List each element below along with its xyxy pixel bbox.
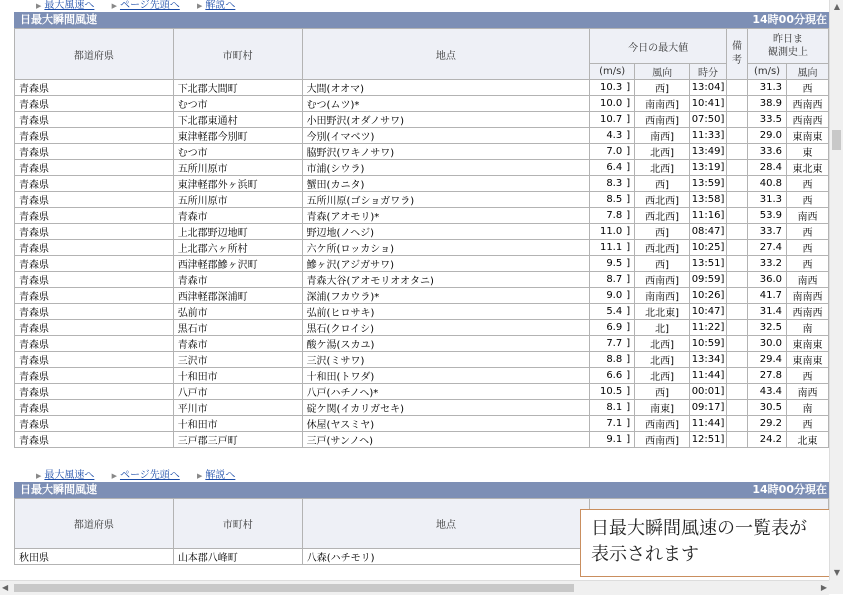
time-status: 14時00分現在 xyxy=(752,13,827,26)
cell-prefecture: 青森県 xyxy=(15,160,174,176)
cell-direction: 南東] xyxy=(635,400,690,416)
cell-direction: 西南西] xyxy=(635,272,690,288)
cell-time: 11:22] xyxy=(690,320,727,336)
cell-prefecture: 青森県 xyxy=(15,192,174,208)
section-title: 日最大瞬間風速 xyxy=(20,13,97,26)
time-status: 14時00分現在 xyxy=(752,483,827,496)
cell-station: 野辺地(ノヘジ) xyxy=(302,224,590,240)
cell-time: 13:58] xyxy=(690,192,727,208)
cell-record-direction: 西 xyxy=(786,192,828,208)
table-row xyxy=(15,336,829,352)
cell-record-speed: 43.4 xyxy=(748,384,787,400)
cell-station: 鰺ヶ沢(アジガサワ) xyxy=(302,256,590,272)
cell-direction: 北] xyxy=(635,320,690,336)
table-row xyxy=(15,304,829,320)
cell-record-speed: 33.6 xyxy=(748,144,787,160)
cell-record-direction: 東北東 xyxy=(786,160,828,176)
cell-direction: 西北西] xyxy=(635,240,690,256)
cell-remarks xyxy=(727,416,748,432)
cell-record-speed: 27.8 xyxy=(748,368,787,384)
cell-station: むつ(ムツ)* xyxy=(302,96,590,112)
cell-time: 13:59] xyxy=(690,176,727,192)
cell-speed: 8.3 ] xyxy=(590,176,635,192)
triangle-right-icon: ▶ xyxy=(111,472,117,480)
cell-remarks xyxy=(727,208,748,224)
header-station: 地点 xyxy=(302,499,590,549)
table-row xyxy=(15,320,829,336)
cell-record-speed: 29.2 xyxy=(748,416,787,432)
cell-time: 08:47] xyxy=(690,224,727,240)
cell-time: 10:25] xyxy=(690,240,727,256)
cell-record-direction: 西 xyxy=(786,224,828,240)
cell-record-speed: 24.2 xyxy=(748,432,787,448)
cell-station: 今別(イマベツ) xyxy=(302,128,590,144)
cell-record-speed: 53.9 xyxy=(748,208,787,224)
cell-speed: 6.4 ] xyxy=(590,160,635,176)
table-row xyxy=(15,256,829,272)
cell-speed: 4.3 ] xyxy=(590,128,635,144)
table-row xyxy=(15,144,829,160)
cell-city: 下北郡大間町 xyxy=(173,80,302,96)
cell-record-direction: 南西 xyxy=(786,208,828,224)
cell-remarks xyxy=(727,288,748,304)
cell-station: 弘前(ヒロサキ) xyxy=(302,304,590,320)
cell-speed: 11.1 ] xyxy=(590,240,635,256)
cell-station: 蟹田(カニタ) xyxy=(302,176,590,192)
cell-record-direction: 東南東 xyxy=(786,128,828,144)
cell-time: 00:01] xyxy=(690,384,727,400)
cell-remarks xyxy=(727,112,748,128)
cell-direction: 北西] xyxy=(635,352,690,368)
cell-remarks xyxy=(727,144,748,160)
table-row xyxy=(15,288,829,304)
cell-time: 09:59] xyxy=(690,272,727,288)
cell-record-speed: 31.4 xyxy=(748,304,787,320)
cell-time: 11:33] xyxy=(690,128,727,144)
cell-speed: 11.0 ] xyxy=(590,224,635,240)
cell-speed: 7.0 ] xyxy=(590,144,635,160)
triangle-right-icon: ▶ xyxy=(36,2,42,10)
cell-record-speed: 29.0 xyxy=(748,128,787,144)
header-city: 市町村 xyxy=(173,29,302,80)
cell-station: 脇野沢(ワキノサワ) xyxy=(302,144,590,160)
scroll-up-icon[interactable]: ▲ xyxy=(833,2,841,11)
cell-city: 東津軽郡外ヶ浜町 xyxy=(173,176,302,192)
cell-city: 西津軽郡深浦町 xyxy=(173,288,302,304)
cell-station: 市浦(シウラ) xyxy=(302,160,590,176)
cell-record-speed: 38.9 xyxy=(748,96,787,112)
cell-remarks xyxy=(727,192,748,208)
cell-station: 休屋(ヤスミヤ) xyxy=(302,416,590,432)
cell-prefecture: 青森県 xyxy=(15,320,174,336)
cell-prefecture: 青森県 xyxy=(15,304,174,320)
cell-time: 10:59] xyxy=(690,336,727,352)
cell-city: 上北郡六ヶ所村 xyxy=(173,240,302,256)
table-row xyxy=(15,432,829,448)
cell-prefecture: 青森県 xyxy=(15,256,174,272)
cell-prefecture: 青森県 xyxy=(15,336,174,352)
triangle-right-icon: ▶ xyxy=(196,2,203,10)
header-prefecture: 都道府県 xyxy=(15,499,174,549)
table-row xyxy=(15,80,829,96)
cell-station: 大間(オオマ) xyxy=(302,80,590,96)
table-row xyxy=(15,416,829,432)
cell-city: 下北郡東通村 xyxy=(173,112,302,128)
cell-record-speed: 41.7 xyxy=(748,288,787,304)
cell-prefecture: 青森県 xyxy=(15,384,174,400)
cell-record-direction: 西南西 xyxy=(786,96,828,112)
cell-station: 三沢(ミサワ) xyxy=(302,352,590,368)
cell-record-speed: 32.5 xyxy=(748,320,787,336)
cell-record-speed: 30.5 xyxy=(748,400,787,416)
cell-city: 十和田市 xyxy=(173,368,302,384)
cell-record-speed: 28.4 xyxy=(748,160,787,176)
cell-city: 弘前市 xyxy=(173,304,302,320)
table-row xyxy=(15,176,829,192)
header-record: 昨日ま 観測史上 xyxy=(748,29,829,64)
cell-speed: 10.7 ] xyxy=(590,112,635,128)
cell-remarks xyxy=(727,320,748,336)
cell-remarks xyxy=(727,400,748,416)
cell-prefecture: 青森県 xyxy=(15,432,174,448)
cell-record-direction: 南西 xyxy=(786,272,828,288)
cell-prefecture: 青森県 xyxy=(15,288,174,304)
cell-city: 青森市 xyxy=(173,208,302,224)
table-row xyxy=(15,240,829,256)
cell-speed: 5.4 ] xyxy=(590,304,635,320)
cell-station: 八戸(ハチノヘ)* xyxy=(302,384,590,400)
cell-record-direction: 西 xyxy=(786,80,828,96)
cell-time: 13:19] xyxy=(690,160,727,176)
table-row xyxy=(15,96,829,112)
triangle-right-icon: ▶ xyxy=(196,472,203,480)
cell-remarks xyxy=(727,352,748,368)
cell-time: 11:16] xyxy=(690,208,727,224)
cell-direction: 南南西] xyxy=(635,288,690,304)
cell-time: 11:44] xyxy=(690,368,727,384)
cell-record-direction: 東南東 xyxy=(786,336,828,352)
table-row xyxy=(15,352,829,368)
table-row xyxy=(15,224,829,240)
header-city: 市町村 xyxy=(173,499,302,549)
cell-direction: 南西] xyxy=(635,128,690,144)
header-direction-record: 風向 xyxy=(786,64,828,80)
header-direction: 風向 xyxy=(635,64,690,80)
cell-city: 三戸郡三戸町 xyxy=(173,432,302,448)
cell-city: 青森市 xyxy=(173,272,302,288)
cell-city: むつ市 xyxy=(173,144,302,160)
cell-record-speed: 31.3 xyxy=(748,80,787,96)
cell-station: 五所川原(ゴショガワラ) xyxy=(302,192,590,208)
cell-record-speed: 40.8 xyxy=(748,176,787,192)
cell-remarks xyxy=(727,96,748,112)
cell-time: 10:26] xyxy=(690,288,727,304)
cell-time: 10:47] xyxy=(690,304,727,320)
cell-city: 山本郡八峰町 xyxy=(173,549,302,565)
cell-speed: 9.1 ] xyxy=(590,432,635,448)
cell-city: むつ市 xyxy=(173,96,302,112)
cell-prefecture: 青森県 xyxy=(15,112,174,128)
cell-remarks xyxy=(727,432,748,448)
cell-city: 三沢市 xyxy=(173,352,302,368)
cell-record-direction: 西 xyxy=(786,416,828,432)
table-row xyxy=(15,192,829,208)
cell-time: 13:51] xyxy=(690,256,727,272)
cell-speed: 8.7 ] xyxy=(590,272,635,288)
cell-direction: 西] xyxy=(635,224,690,240)
cell-remarks xyxy=(727,368,748,384)
cell-record-direction: 南 xyxy=(786,400,828,416)
cell-record-speed: 31.3 xyxy=(748,192,787,208)
cell-prefecture: 青森県 xyxy=(15,416,174,432)
cell-prefecture: 青森県 xyxy=(15,368,174,384)
scroll-down-icon[interactable]: ▼ xyxy=(833,568,841,577)
cell-time: 12:51] xyxy=(690,432,727,448)
section-title-bar xyxy=(14,12,829,28)
cell-record-direction: 北東 xyxy=(786,432,828,448)
cell-city: 五所川原市 xyxy=(173,192,302,208)
cell-record-speed: 33.5 xyxy=(748,112,787,128)
nav-links-bottom xyxy=(0,470,829,482)
cell-prefecture: 青森県 xyxy=(15,96,174,112)
cell-direction: 北北東] xyxy=(635,304,690,320)
cell-station: 碇ケ関(イカリガセキ) xyxy=(302,400,590,416)
cell-direction: 西南西] xyxy=(635,416,690,432)
table-row xyxy=(15,208,829,224)
cell-direction: 北西] xyxy=(635,336,690,352)
scroll-thumb[interactable] xyxy=(832,130,841,150)
cell-city: 十和田市 xyxy=(173,416,302,432)
cell-record-direction: 西南西 xyxy=(786,304,828,320)
cell-station: 八森(ハチモリ) xyxy=(302,549,590,565)
cell-time: 13:49] xyxy=(690,144,727,160)
cell-station: 六ケ所(ロッカショ) xyxy=(302,240,590,256)
cell-direction: 西] xyxy=(635,80,690,96)
cell-record-direction: 西 xyxy=(786,256,828,272)
cell-speed: 8.1 ] xyxy=(590,400,635,416)
cell-remarks xyxy=(727,240,748,256)
cell-prefecture: 青森県 xyxy=(15,240,174,256)
cell-remarks xyxy=(727,272,748,288)
cell-record-direction: 西 xyxy=(786,176,828,192)
cell-city: 東津軽郡今別町 xyxy=(173,128,302,144)
cell-record-direction: 西 xyxy=(786,240,828,256)
cell-record-direction: 東 xyxy=(786,144,828,160)
header-today-max: 今日の最大値 xyxy=(590,29,727,64)
header-prefecture: 都道府県 xyxy=(15,29,174,80)
cell-record-speed: 33.2 xyxy=(748,256,787,272)
cell-speed: 8.8 ] xyxy=(590,352,635,368)
cell-prefecture: 青森県 xyxy=(15,352,174,368)
cell-station: 十和田(トワダ) xyxy=(302,368,590,384)
cell-record-direction: 南西 xyxy=(786,384,828,400)
cell-speed: 7.8 ] xyxy=(590,208,635,224)
cell-speed: 6.6 ] xyxy=(590,368,635,384)
cell-prefecture: 青森県 xyxy=(15,176,174,192)
cell-prefecture: 青森県 xyxy=(15,400,174,416)
link-max-wind[interactable]: 最大風速へ xyxy=(44,0,95,11)
link-page-top[interactable]: ページ先頭へ xyxy=(119,0,180,11)
cell-speed: 9.5 ] xyxy=(590,256,635,272)
link-page-top[interactable]: ページ先頭へ xyxy=(119,470,180,481)
cell-speed: 6.9 ] xyxy=(590,320,635,336)
cell-speed: 7.7 ] xyxy=(590,336,635,352)
cell-remarks xyxy=(727,224,748,240)
link-explain[interactable]: 解説へ xyxy=(205,0,236,11)
cell-prefecture: 秋田県 xyxy=(15,549,174,565)
cell-time: 13:04] xyxy=(690,80,727,96)
table-row xyxy=(15,112,829,128)
cell-record-direction: 南 xyxy=(786,320,828,336)
cell-remarks xyxy=(727,80,748,96)
cell-city: 青森市 xyxy=(173,336,302,352)
cell-station: 青森大谷(アオモリオオタニ) xyxy=(302,272,590,288)
link-max-wind[interactable]: 最大風速へ xyxy=(44,470,95,481)
table-row xyxy=(15,128,829,144)
cell-prefecture: 青森県 xyxy=(15,144,174,160)
cell-prefecture: 青森県 xyxy=(15,128,174,144)
header-remarks: 備考 xyxy=(727,29,748,80)
scroll-thumb-horizontal[interactable] xyxy=(14,584,574,592)
table-row xyxy=(15,384,829,400)
header-unit: (m/s) xyxy=(590,64,635,80)
cell-record-speed: 30.0 xyxy=(748,336,787,352)
callout-note: 日最大瞬間風速の一覧表が表示されます xyxy=(580,509,832,577)
cell-speed: 10.3 ] xyxy=(590,80,635,96)
gust-table xyxy=(14,28,829,448)
cell-city: 黒石市 xyxy=(173,320,302,336)
cell-city: 西津軽郡鰺ヶ沢町 xyxy=(173,256,302,272)
cell-city: 平川市 xyxy=(173,400,302,416)
cell-remarks xyxy=(727,160,748,176)
cell-record-direction: 西南西 xyxy=(786,112,828,128)
triangle-right-icon: ▶ xyxy=(36,472,42,480)
cell-prefecture: 青森県 xyxy=(15,208,174,224)
cell-direction: 西] xyxy=(635,176,690,192)
cell-city: 五所川原市 xyxy=(173,160,302,176)
cell-prefecture: 青森県 xyxy=(15,272,174,288)
cell-direction: 西北西] xyxy=(635,208,690,224)
cell-city: 八戸市 xyxy=(173,384,302,400)
cell-direction: 西南西] xyxy=(635,112,690,128)
cell-time: 10:41] xyxy=(690,96,727,112)
cell-record-speed: 33.7 xyxy=(748,224,787,240)
cell-remarks xyxy=(727,176,748,192)
cell-time: 11:44] xyxy=(690,416,727,432)
cell-record-direction: 南南西 xyxy=(786,288,828,304)
cell-prefecture: 青森県 xyxy=(15,80,174,96)
cell-speed: 10.0 ] xyxy=(590,96,635,112)
cell-remarks xyxy=(727,384,748,400)
cell-station: 黒石(クロイシ) xyxy=(302,320,590,336)
table-row xyxy=(15,160,829,176)
cell-prefecture: 青森県 xyxy=(15,224,174,240)
vertical-scrollbar[interactable] xyxy=(829,0,843,580)
cell-speed: 7.1 ] xyxy=(590,416,635,432)
header-unit-record: (m/s) xyxy=(748,64,787,80)
horizontal-scrollbar[interactable] xyxy=(0,580,829,595)
cell-time: 09:17] xyxy=(690,400,727,416)
cell-station: 小田野沢(オダノサワ) xyxy=(302,112,590,128)
section-title-bar-2 xyxy=(14,482,829,498)
cell-speed: 9.0 ] xyxy=(590,288,635,304)
cell-station: 酸ケ湯(スカユ) xyxy=(302,336,590,352)
section-title: 日最大瞬間風速 xyxy=(20,483,97,496)
cell-record-speed: 27.4 xyxy=(748,240,787,256)
cell-direction: 南南西] xyxy=(635,96,690,112)
cell-city: 上北郡野辺地町 xyxy=(173,224,302,240)
cell-remarks xyxy=(727,128,748,144)
triangle-right-icon: ▶ xyxy=(111,2,117,10)
cell-speed: 10.5 ] xyxy=(590,384,635,400)
cell-time: 13:34] xyxy=(690,352,727,368)
cell-time: 07:50] xyxy=(690,112,727,128)
cell-speed: 8.5 ] xyxy=(590,192,635,208)
cell-direction: 北西] xyxy=(635,144,690,160)
cell-direction: 北西] xyxy=(635,160,690,176)
cell-station: 青森(アオモリ)* xyxy=(302,208,590,224)
cell-station: 三戸(サンノヘ) xyxy=(302,432,590,448)
cell-direction: 北西] xyxy=(635,368,690,384)
scroll-right-icon[interactable]: ▶ xyxy=(820,583,827,592)
table-row xyxy=(15,368,829,384)
header-station: 地点 xyxy=(302,29,590,80)
scroll-left-icon[interactable]: ◀ xyxy=(2,583,9,592)
cell-record-speed: 36.0 xyxy=(748,272,787,288)
cell-remarks xyxy=(727,336,748,352)
cell-direction: 西北西] xyxy=(635,192,690,208)
cell-record-direction: 東南東 xyxy=(786,352,828,368)
cell-direction: 西南西] xyxy=(635,432,690,448)
cell-remarks xyxy=(727,256,748,272)
cell-remarks xyxy=(727,304,748,320)
cell-direction: 西] xyxy=(635,384,690,400)
cell-direction: 西] xyxy=(635,256,690,272)
table-row xyxy=(15,400,829,416)
header-time: 時分 xyxy=(690,64,727,80)
cell-record-direction: 西 xyxy=(786,368,828,384)
table-row xyxy=(15,272,829,288)
link-explain[interactable]: 解説へ xyxy=(205,470,236,481)
cell-station: 深浦(フカウラ)* xyxy=(302,288,590,304)
nav-links xyxy=(0,0,829,12)
cell-record-speed: 29.4 xyxy=(748,352,787,368)
